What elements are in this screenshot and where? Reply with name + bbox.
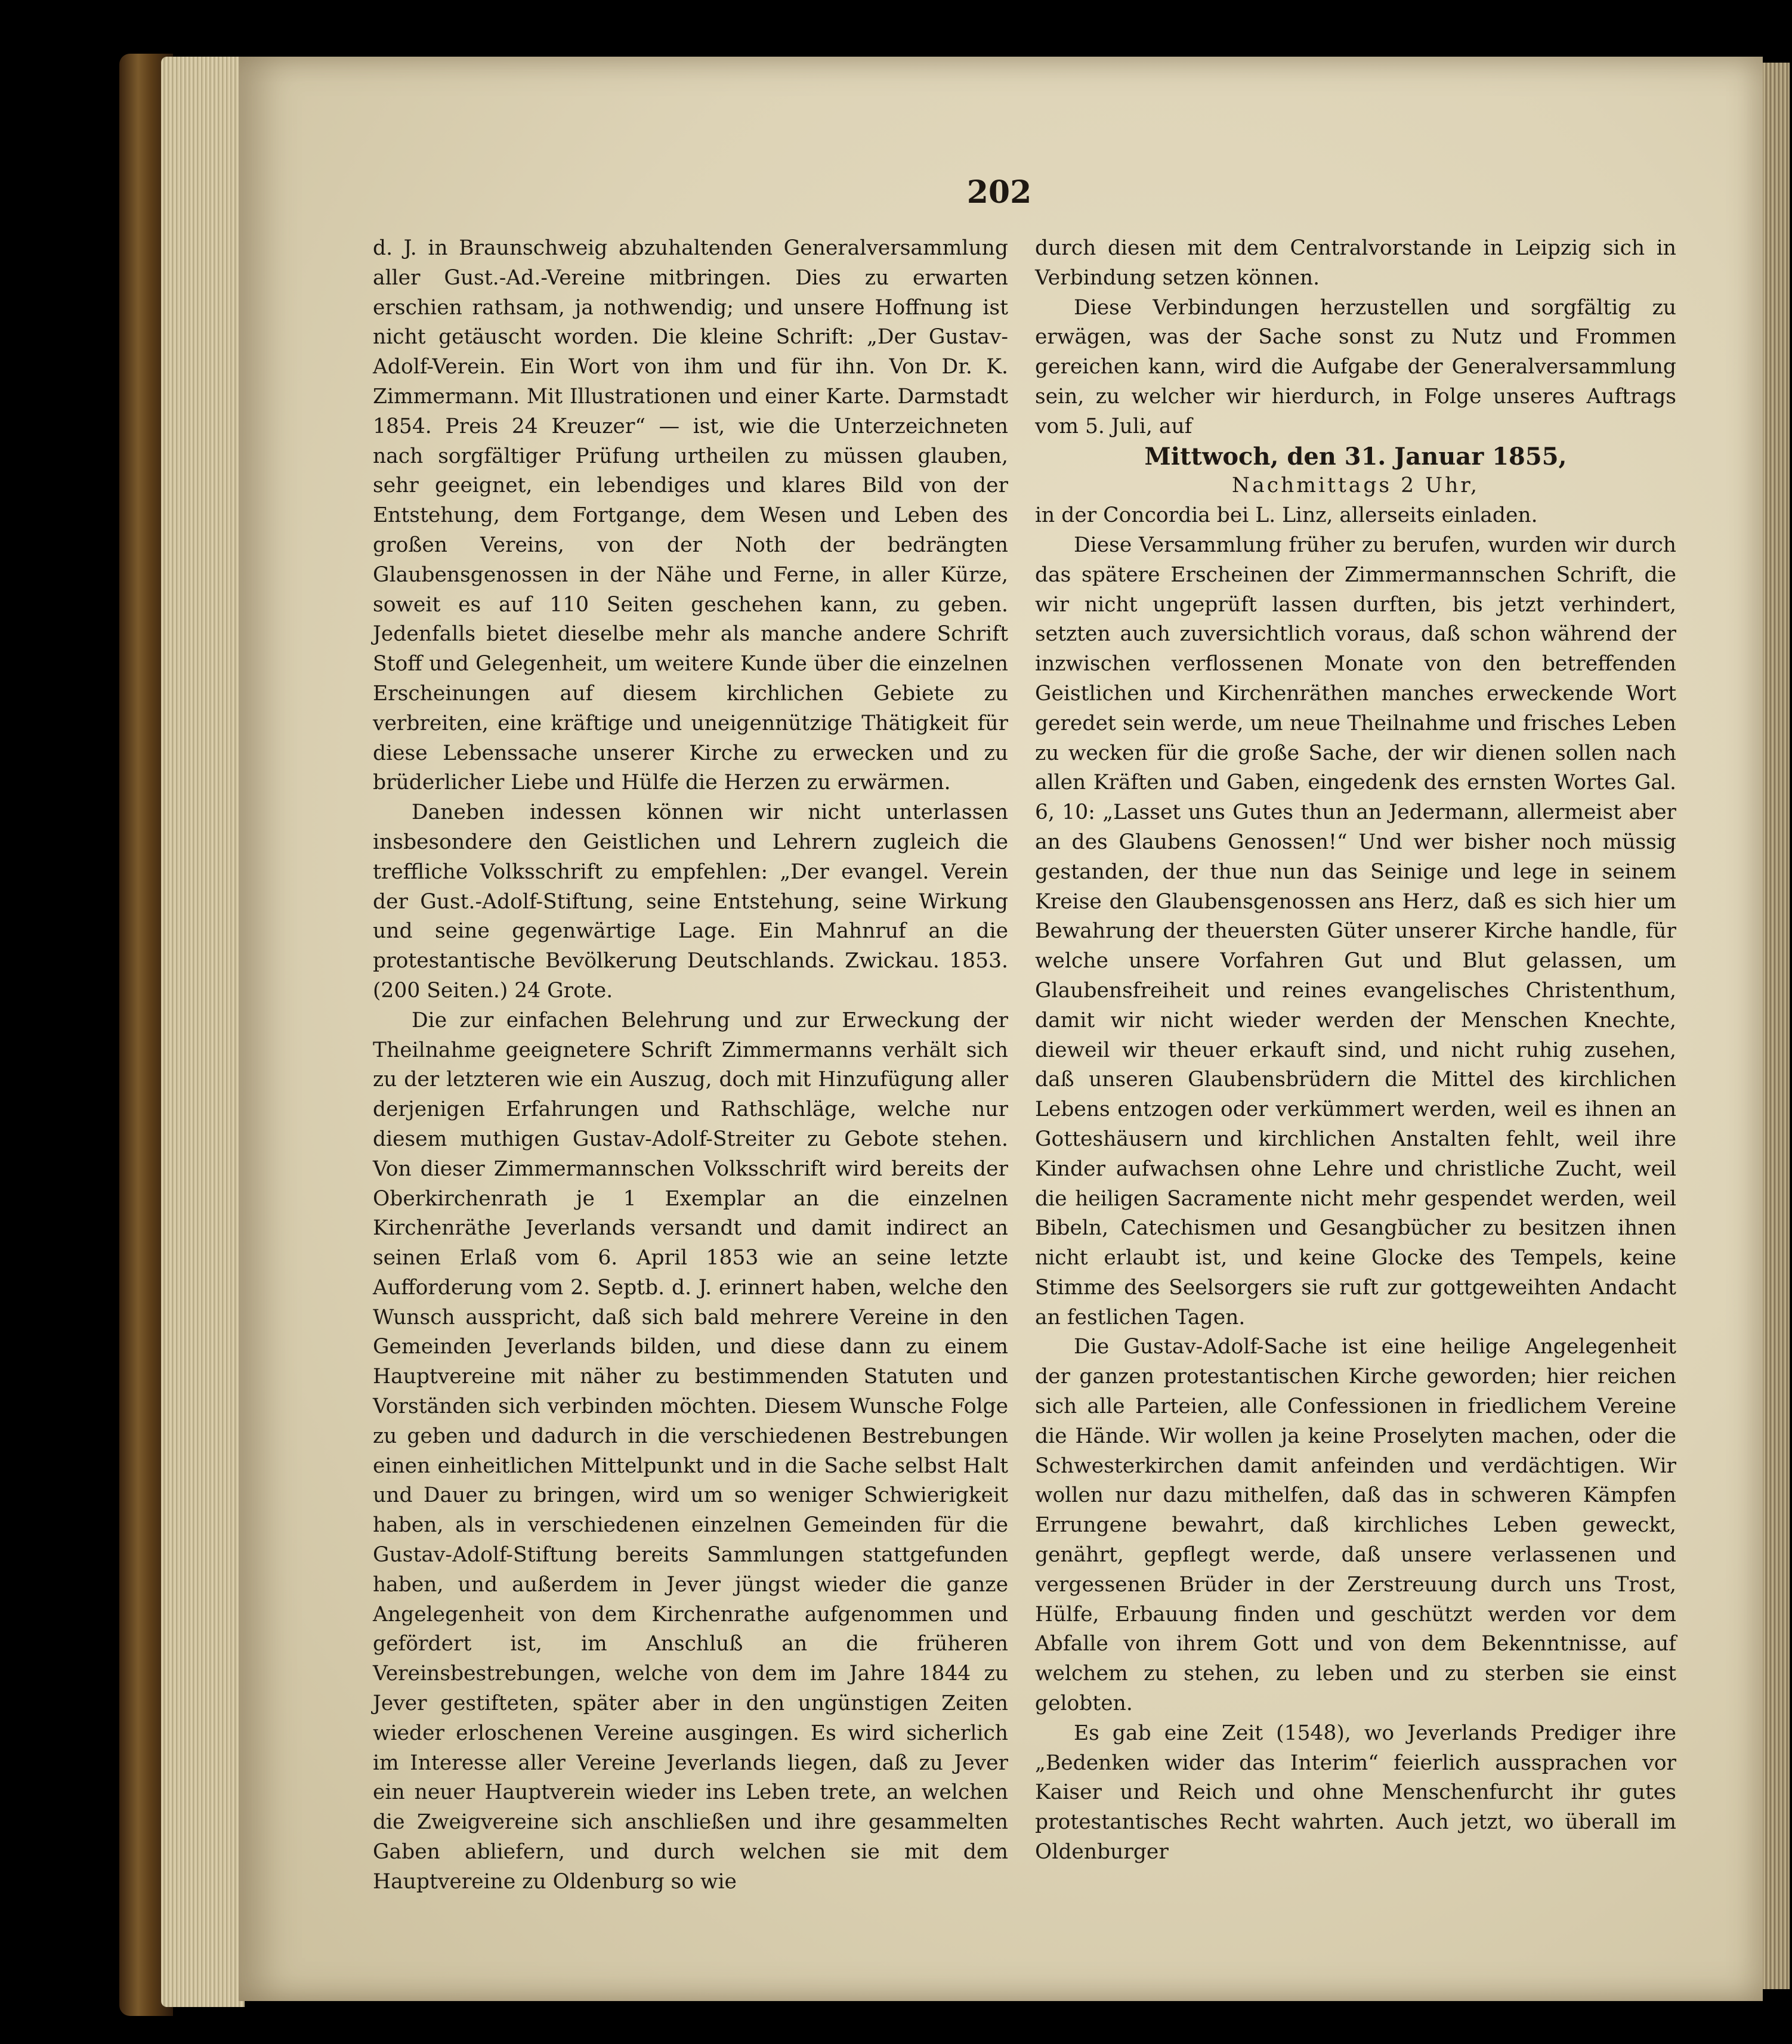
page-stack-edges (161, 57, 245, 2007)
right-paragraph-1: durch diesen mit dem Centralvorstande in Leipzig sich in Verbindung setzen können. (1035, 236, 1676, 290)
left-paragraph-2: Daneben indessen können wir nicht unterlassen insbesondere den Geistlichen und Lehrern zugleich die treffliche Volksschrift zu empfehlen: „Der evangel. Verein der Gust.-Adolf-Stiftung, seine Entstehung, seine Wirkung und seine gegenwärtige Lage. Ein Mahnruf an die protestantische Bevölkerung Deutschlands. Zwickau. 1853. (200 Seiten.) 24 Grote. (373, 800, 1008, 1003)
right-paragraph-4: Diese Versammlung früher zu berufen, wurden wir durch das spätere Erscheinen der Zimmermannschen Schrift, die wir nicht ungeprüft lassen durften, bis jetzt verhindert, setzten auch zuversichtlich voraus, daß schon während der inzwischen verflossenen Monate von den betreffenden Geistlichen und Kirchenräthen manches erweckende Wort geredet sein werde, um neue Theilnahme und frisches Leben zu wecken für die große Sache, der wir dienen sollen nach allen Kräften und Gaben, eingedenk des ernsten Wortes Gal. 6, 10: „Lasset uns Gutes thun an Jedermann, allermeist aber an des Glaubens Genossen!“ Und wer bisher noch müssig gestanden, der thue nun das Seinige und lege in seinem Kreise den Glaubensgenossen ans Herz, daß es sich hier um Bewahrung der theuersten Güter unserer Kirche handle, für welche unsere Vorfahren Gut und Blut gelassen, um Glaubensfreiheit und reines evangelisches Christenthum, damit wir nicht wieder werden der Menschen Knechte, dieweil wir theuer erkauft sind, und nicht ruhig zusehen, daß unseren Glaubensbrüdern die Mittel des kirchlichen Lebens entzogen oder verkümmert werden, weil es ihnen an Gotteshäusern und kirchlichen Anstalten fehlt, weil ihre Kinder aufwachsen ohne Lehre und christliche Zucht, weil die heiligen Sacramente nicht mehr gespendet werden, weil Bibeln, Catechismen und Gesangbücher zu besitzen ihnen nicht erlaubt ist, und keine Glocke des Tempels, keine Stimme des Seelsorgers sie ruft zur gottgeweihten Andacht an festlichen Tagen. (1035, 533, 1676, 1329)
left-paragraph-1: d. J. in Braunschweig abzuhaltenden Generalversammlung aller Gust.-Ad.-Vereine mitbringen. Dies zu erwarten erschien rathsam, ja nothwendig; und unsere Hoffnung ist nicht getäuscht worden. Die kleine Schrift: „Der Gustav-Adolf-Verein. Ein Wort von ihm und für ihn. Von Dr. K. Zimmermann. Mit Illustrationen und einer Karte. Darmstadt 1854. Preis 24 Kreuzer“ — ist, wie die Unterzeichneten nach sorgfältiger Prüfung urtheilen zu müssen glauben, sehr geeignet, ein lebendiges und klares Bild von der Entstehung, dem Fortgange, dem Wesen und Leben des großen Vereins, von der Noth der bedrängten Glaubensgenossen in der Nähe und Ferne, in aller Kürze, soweit es auf 110 Seiten geschehen kann, zu geben. Jedenfalls bietet dieselbe mehr als manche andere Schrift Stoff und Gelegenheit, um weitere Kunde über die einzelnen Erscheinungen auf diesem kirchlichen Gebiete zu verbreiten, eine kräftige und uneigennützige Thätigkeit für diese Lebenssache unserer Kirche zu erwecken und zu brüderlicher Liebe und Hülfe die Herzen zu erwärmen. (373, 236, 1008, 795)
right-paragraph-2: Diese Verbindungen herzustellen und sorgfältig zu erwägen, was der Sache sonst zu Nutz und Frommen gereichen kann, wird die Aufgabe der Generalversammlung sein, zu welcher wir hierdurch, in Folge unseres Auftrags vom 5. Juli, auf (1035, 295, 1676, 438)
right-paragraph-3: in der Concordia bei L. Linz, allerseits einladen. (1035, 503, 1538, 528)
right-paragraph-6: Es gab eine Zeit (1548), wo Jeverlands Prediger ihre „Bedenken wider das Interim“ feierlich aussprachen vor Kaiser und Reich und ohne Menschenfurcht ihr gutes protestantisches Recht wahrten. Auch jetzt, wo überall im Oldenburger (1035, 1721, 1676, 1864)
left-paragraph-3: Die zur einfachen Belehrung und zur Erweckung der Theilnahme geeignetere Schrift Zimmermanns verhält sich zu der letzteren wie ein Auszug, doch mit Hinzufügung aller derjenigen Erfahrungen und Rathschläge, welche nur diesem muthigen Gustav-Adolf-Streiter zu Gebote stehen. Von dieser Zimmermannschen Volksschrift wird bereits der Oberkirchenrath je 1 Exemplar an die einzelnen Kirchenräthe Jeverlands versandt und damit indirect an seinen Erlaß vom 6. April 1853 wie an seine letzte Aufforderung vom 2. Septb. d. J. erinnert haben, welche den Wunsch ausspricht, daß sich bald mehrere Vereine in den Gemeinden Jeverlands bilden, und diese dann zu einem Hauptvereine mit näher zu bestimmenden Statuten und Vorständen sich verbinden möchten. Diesem Wunsche Folge zu geben und dadurch in die verschiedenen Bestrebungen einen einheitlichen Mittelpunkt und in die Sache selbst Halt und Dauer zu bringen, wird um so weniger Schwierigkeit haben, als in verschiedenen einzelnen Gemeinden für die Gustav-Adolf-Stiftung bereits Sammlungen stattgefunden haben, und außerdem in Jever jüngst wieder die ganze Angelegenheit von dem Kirchenrathe aufgenommen und gefördert ist, im Anschluß an die früheren Vereinsbestrebungen, welche von dem im Jahre 1844 zu Jever gestifteten, später aber in den ungünstigen Zeiten wieder erloschenen Vereine ausgingen. Es wird sicherlich im Interesse aller Vereine Jeverlands liegen, daß zu Jever ein neuer Hauptverein wieder ins Leben trete, an welchen die Zweigvereine sich anschließen und ihre gesammelten Gaben abliefern, und durch welchen sie mit dem Hauptvereine zu Oldenburg so wie (373, 1008, 1008, 1894)
right-column (1035, 234, 1676, 1867)
meeting-time: Nachmittags 2 Uhr, (1232, 474, 1479, 498)
left-column (373, 234, 1008, 1897)
page-number: 202 (966, 174, 1032, 211)
right-paragraph-5: Die Gustav-Adolf-Sache ist eine heilige Angelegenheit der ganzen protestantischen Kirche geworden; hier reichen sich alle Parteien, alle Confessionen in friedlichem Vereine die Hände. Wir wollen ja keine Proselyten machen, oder die Schwesterkirchen damit anfeinden und verdächtigen. Wir wollen nur dazu mithelfen, daß das in schweren Kämpfen Errungene bewahrt, daß kirchliches Leben geweckt, genährt, gepflegt werde, daß unsere verlassenen und vergessenen Brüder in der Zerstreuung durch uns Trost, Hülfe, Erbauung finden und geschützt werden vor dem Abfalle von ihrem Gott und von dem Bekenntnisse, auf welchem zu stehen, zu leben und zu sterben sie einst gelobten. (1035, 1335, 1676, 1716)
meeting-date-heading: Mittwoch, den 31. Januar 1855, (1144, 442, 1567, 471)
